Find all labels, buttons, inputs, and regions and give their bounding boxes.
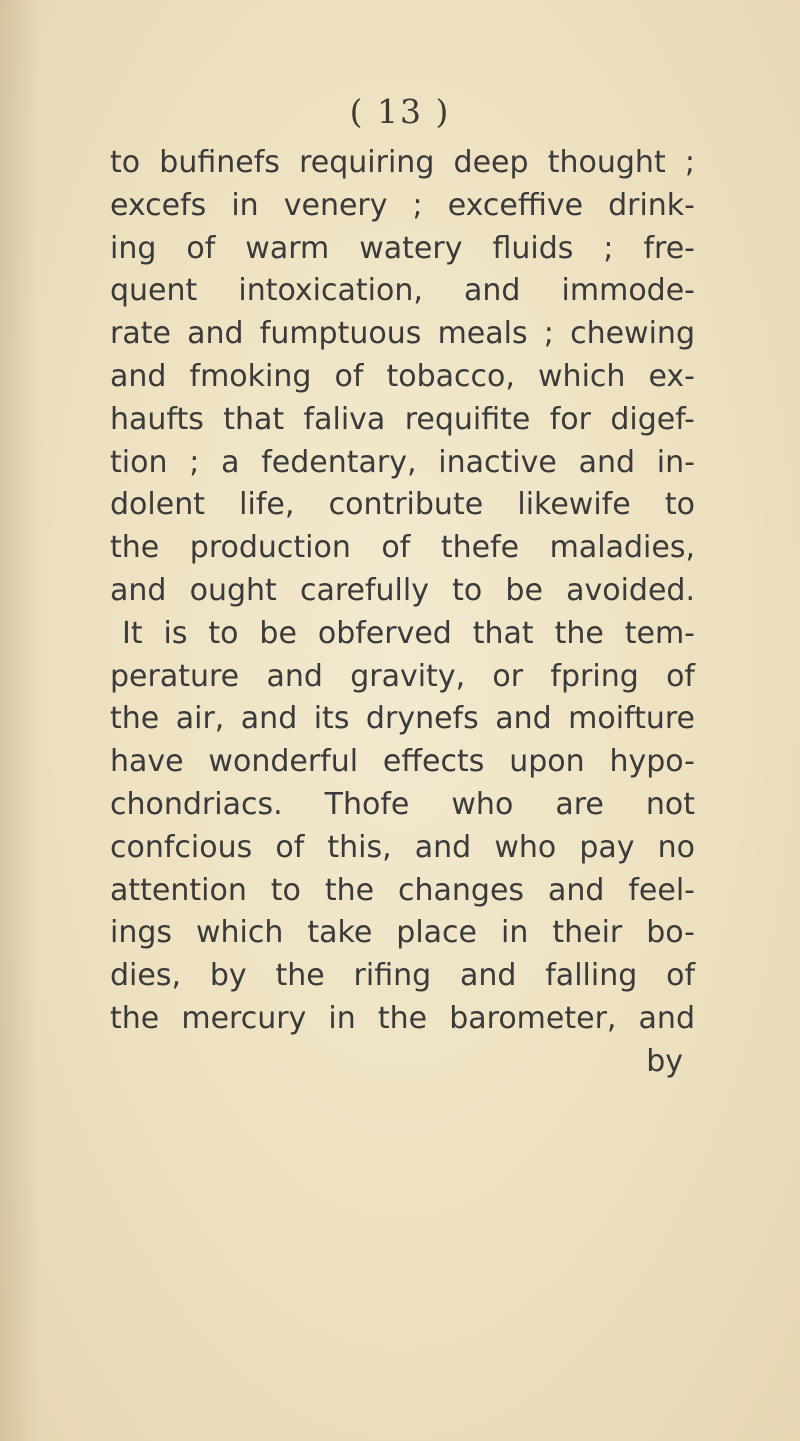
text-line: have wonderful effects upon hypo-: [110, 744, 695, 780]
text-line: and ought carefully to be avoided.: [110, 572, 695, 608]
text-line: quent intoxication, and immode-: [110, 273, 695, 309]
text-line: haufts that faliva requifite for digef-: [110, 401, 695, 437]
text-line: perature and gravity, or fpring of: [110, 658, 695, 694]
text-line: confcious of this, and who pay no: [110, 829, 695, 865]
text-line: excefs in venery ; exceffive drink-: [110, 187, 695, 223]
text-line: dolent life, contribute likewife to: [110, 487, 695, 523]
text-line: dies, by the rifing and falling of: [110, 958, 695, 994]
text-line: ing of warm watery fluids ; fre-: [110, 230, 695, 266]
text-line: attention to the changes and feel-: [110, 872, 695, 908]
page-number: ( 13 ): [349, 92, 451, 131]
text-line: the production of thefe maladies,: [110, 530, 695, 566]
catchword: by: [646, 1043, 683, 1079]
body-text: [110, 142, 695, 1084]
text-line: ings which take place in their bo-: [110, 915, 695, 951]
text-line: to bufinefs requiring deep thought ;: [110, 145, 695, 180]
text-line: the air, and its drynefs and moifture: [110, 701, 695, 737]
text-line: rate and fumptuous meals ; chewing: [110, 316, 695, 352]
spine-shadow: [0, 0, 40, 1441]
text-line: tion ; a fedentary, inactive and in-: [110, 444, 695, 480]
text-line: the mercury in the barometer, and: [110, 1000, 695, 1036]
paragraph-start-line: It is to be obferved that the tem-: [122, 615, 695, 651]
text-line: chondriacs. Thofe who are not: [110, 786, 695, 822]
text-line: and fmoking of tobacco, which ex-: [110, 358, 695, 394]
